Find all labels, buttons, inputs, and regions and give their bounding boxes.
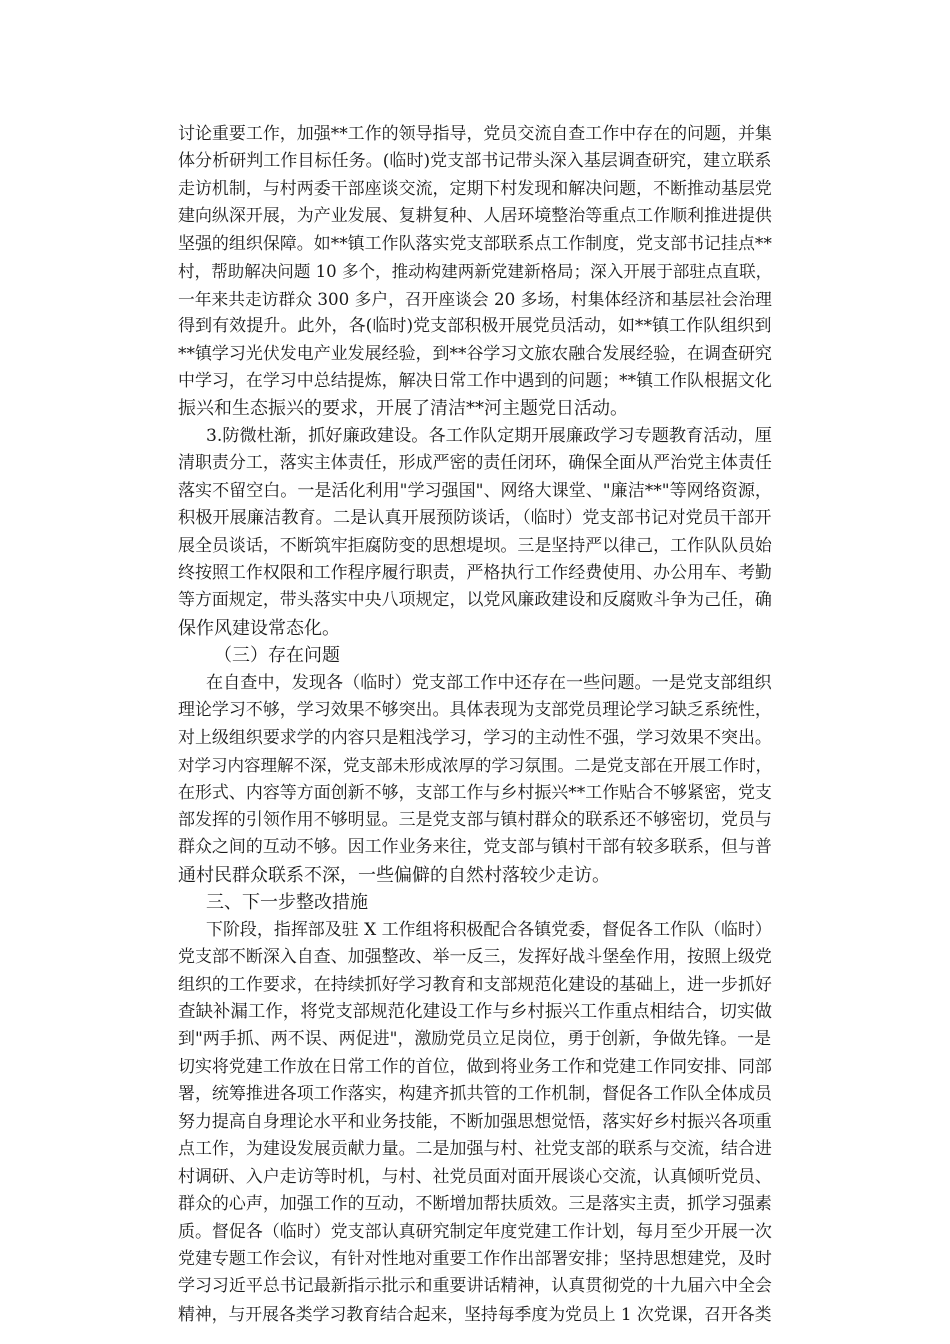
text-line: 建向纵深开展，为产业发展、复耕复种、人居环境整治等重点工作顺利推进提供 (178, 206, 772, 227)
text-line: 讨论重要工作，加强**工作的领导指导，党员交流自查工作中存在的问题，并集 (178, 124, 772, 144)
text-line: 展全员谈话，不断筑牢拒腐防变的思想堤坝。三是坚持严以律己，工作队队员始 (178, 535, 772, 556)
text-line: 点工作，为建设发展贡献力量。二是加强与村、社党支部的联系与交流，结合进 (178, 1139, 772, 1160)
text-line: 学习习近平总书记最新指示批示和重要讲话精神，认真贯彻党的十九届六中全会 (178, 1276, 772, 1297)
text-line: 振兴和生态振兴的要求，开展了清洁**河主题党日活动。 (178, 398, 628, 420)
text-line: 党建专题工作会议，有针对性地对重要工作作出部署安排；坚持思想建党，及时 (178, 1248, 772, 1269)
text-line: 党支部不断深入自查、加强整改、举一反三，发挥好战斗堡垒作用，按照上级党 (178, 947, 772, 968)
text-line: 通村民群众联系不深，一些偏僻的自然村落较少走访。 (178, 864, 610, 886)
text-line: 群众之间的互动不够。因工作业务来往，党支部与镇村干部有较多联系，但与普 (178, 837, 772, 858)
text-line: （三）存在问题 (214, 645, 340, 667)
text-line: 等方面规定，带头落实中央八项规定，以党风廉政建设和反腐败斗争为己任，确 (178, 590, 772, 611)
text-line: **镇学习光伏发电产业发展经验，到**谷学习文旅农融合发展经验，在调查研究 (178, 343, 772, 364)
text-line: 中学习，在学习中总结提炼，解决日常工作中遇到的问题；**镇工作队根据文化 (178, 370, 772, 391)
text-line: 在自查中，发现各（临时）党支部工作中还存在一些问题。一是党支部组织 (206, 672, 772, 693)
text-line: 群众的心声，加强工作的互动，不断增加帮扶质效。三是落实主责，抓学习强素 (178, 1194, 772, 1215)
text-line: 署，统筹推进各项工作落实，构建齐抓共管的工作机制，督促各工作队全体成员 (178, 1084, 772, 1105)
text-line: 理论学习不够，学习效果不够突出。具体表现为支部党员理论学习缺乏系统性， (178, 700, 772, 721)
document-body (178, 121, 772, 1328)
text-line: 查缺补漏工作，将党支部规范化建设工作与乡村振兴工作重点相结合，切实做 (178, 1002, 772, 1022)
text-line: 保作风建设常态化。 (178, 617, 340, 639)
text-line: 积极开展廉洁教育。二是认真开展预防谈话，（临时）党支部书记对党员干部开 (178, 508, 772, 529)
text-line: 在形式、内容等方面创新不够，支部工作与乡村振兴**工作贴合不够紧密，党支 (178, 782, 772, 803)
text-line: 终按照工作权限和工作程序履行职责，严格执行工作经费使用、办公用车、考勤 (178, 563, 772, 583)
text-line: 精神，与开展各类学习教育结合起来，坚持每季度为党员上 1 次党课，召开各类 (178, 1303, 772, 1324)
text-line: 落实不留空白。一是活化利用"学习强国"、网络大课堂、"廉洁**"等网络资源， (178, 480, 772, 501)
text-line: 质。督促各（临时）党支部认真研究制定年度党建工作计划，每月至少开展一次 (178, 1221, 772, 1242)
text-line: 努力提高自身理论水平和业务技能，不断加强思想觉悟，落实好乡村振兴各项重 (178, 1111, 772, 1132)
text-line: 对学习内容理解不深，党支部未形成浓厚的学习氛围。二是党支部在开展工作时， (178, 756, 772, 776)
text-line: 坚强的组织保障。如**镇工作队落实党支部联系点工作制度，党支部书记挂点** (178, 233, 772, 254)
text-line: 体分析研判工作目标任务。(临时)党支部书记带头深入基层调查研究，建立联系 (178, 151, 772, 172)
text-line: 走访机制，与村两委干部座谈交流，定期下村发现和解决问题，不断推动基层党 (178, 178, 772, 199)
text-line: 3.防微杜渐，抓好廉政建设。各工作队定期开展廉政学习专题教育活动，厘 (206, 425, 772, 446)
text-line: 部发挥的引领作用不够明显。三是党支部与镇村群众的联系还不够密切，党员与 (178, 809, 772, 830)
text-line: 一年来共走访群众 300 多户，召开座谈会 20 多场，村集体经济和基层社会治理 (178, 288, 772, 309)
text-line: 下阶段，指挥部及驻 X 工作组将积极配合各镇党委，督促各工作队（临时） (206, 919, 772, 940)
text-line: 到"两手抓、两不误、两促进"，激励党员立足岗位，勇于创新，争做先锋。一是 (178, 1029, 772, 1050)
text-line: 村调研、入户走访等时机，与村、社党员面对面开展谈心交流，认真倾听党员、 (178, 1166, 772, 1187)
text-line: 清职责分工，落实主体责任，形成严密的责任闭环，确保全面从严治党主体责任 (178, 453, 772, 474)
text-line: 村，帮助解决问题 10 多个，推动构建两新党建新格局；深入开展于部驻点直联， (178, 262, 773, 282)
text-line: 对上级组织要求学的内容只是粗浅学习，学习的主动性不强，学习效果不突出。 (178, 727, 772, 748)
text-line: 三、下一步整改措施 (206, 892, 368, 914)
text-line: 切实将党建工作放在日常工作的首位，做到将业务工作和党建工作同安排、同部 (178, 1056, 772, 1077)
text-line: 得到有效提升。此外，各(临时)党支部积极开展党员活动，如**镇工作队组织到 (178, 316, 772, 337)
text-line: 组织的工作要求，在持续抓好学习教育和支部规范化建设的基础上，进一步抓好 (178, 974, 772, 995)
